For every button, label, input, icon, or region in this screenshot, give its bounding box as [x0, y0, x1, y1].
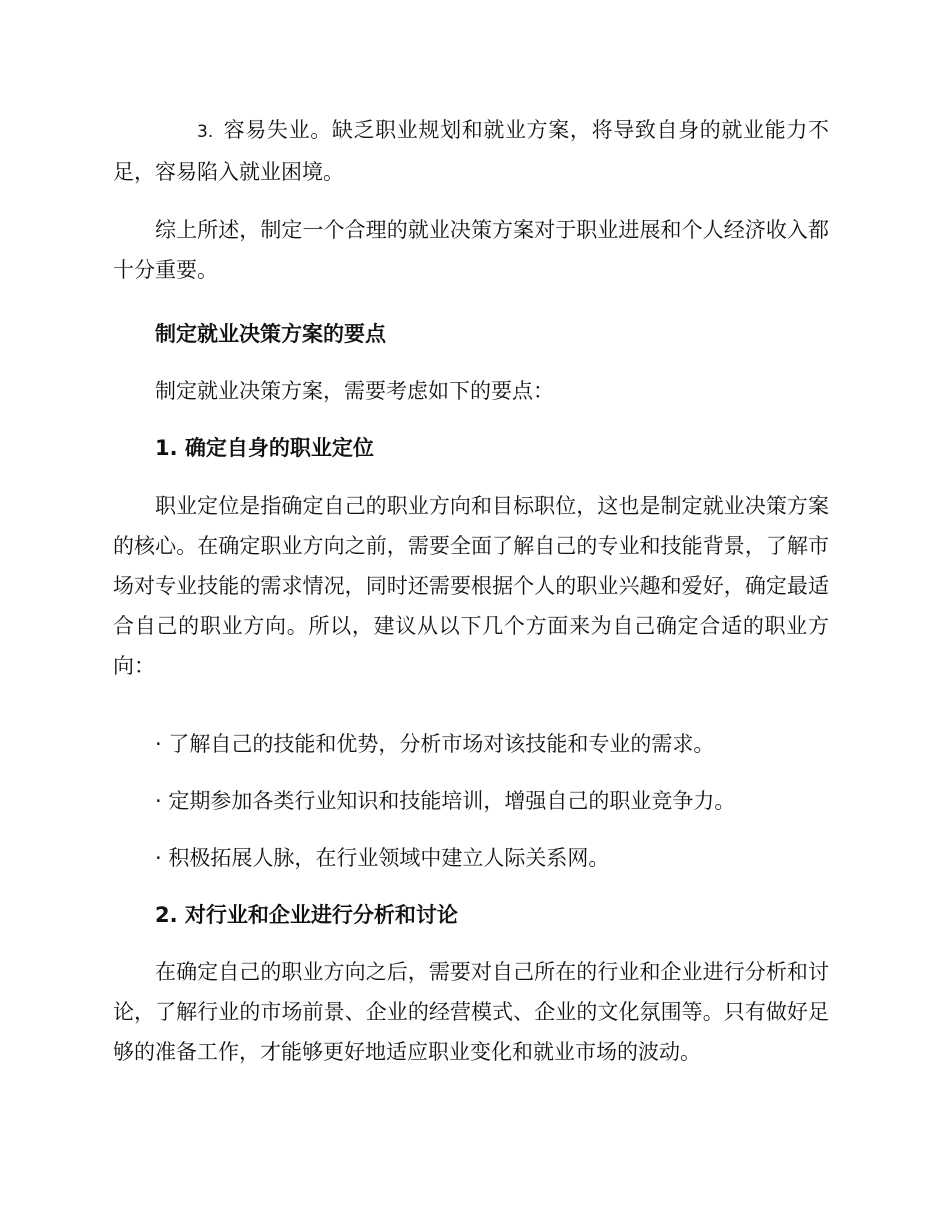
- bullet-item: · 了解自己的技能和优势，分析市场对该技能和专业的需求。: [155, 732, 715, 756]
- section-heading: 制定就业决策方案的要点: [155, 322, 386, 346]
- list-item-text: 容易失业。缺乏职业规划和就业方案，将导致自身的就业能力不足，容易陷入就业困境。: [113, 118, 829, 184]
- list-item-3: [113, 110, 829, 192]
- bullet-item: · 定期参加各类行业知识和技能培训，增强自己的职业竞争力。: [155, 789, 736, 813]
- point-2-heading: 2. 对行业和企业进行分析和讨论: [155, 903, 458, 927]
- point-1-body: 职业定位是指确定自己的职业方向和目标职位，这也是制定就业决策方案的核心。在确定职业方向之前，需要全面了解自己的专业和技能背景，了解市场对专业技能的需求情况，同时还需要根据个人的职业兴趣和爱好，确定最适合自己的职业方向。所以，建议从以下几个方面来为自己确定合适的职业方向：: [113, 494, 829, 678]
- point-1-heading: 1. 确定自身的职业定位: [155, 436, 374, 460]
- list-item-number: 3.: [197, 122, 214, 142]
- summary-paragraph: 综上所述，制定一个合理的就业决策方案对于职业进展和个人经济收入都十分重要。: [113, 218, 829, 282]
- point-2-body: 在确定自己的职业方向之后，需要对自己所在的行业和企业进行分析和讨论，了解行业的市场前景、企业的经营模式、企业的文化氛围等。只有做好足够的准备工作，才能够更好地适应职业变化和就业市场的波动。: [113, 960, 829, 1064]
- section-intro: 制定就业决策方案，需要考虑如下的要点：: [155, 379, 554, 403]
- bullet-item: · 积极拓展人脉，在行业领域中建立人际关系网。: [155, 846, 610, 870]
